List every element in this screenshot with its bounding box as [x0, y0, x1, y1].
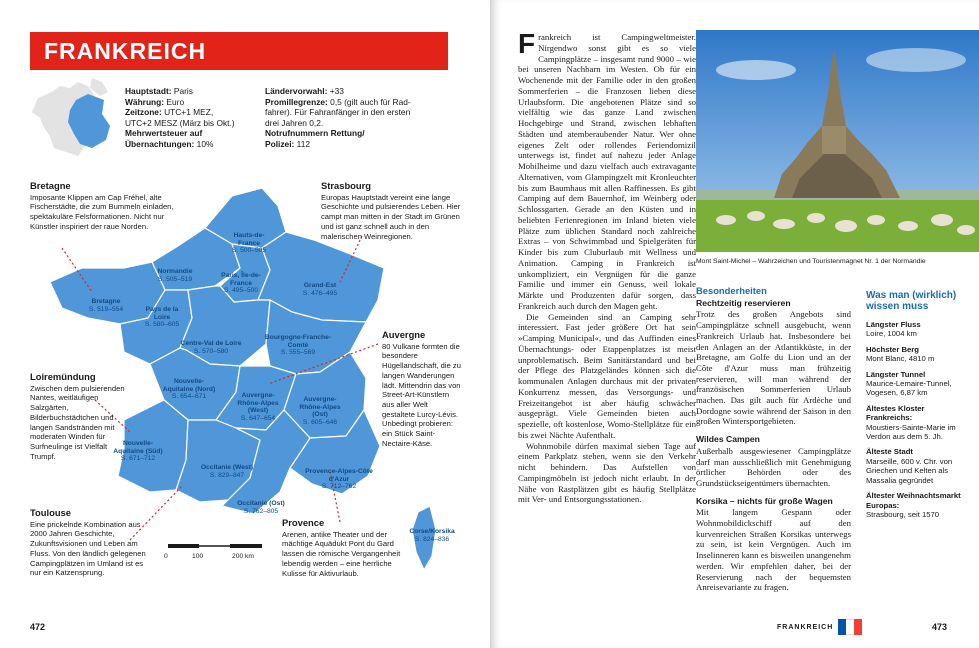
footer-country: FRANKREICH [777, 624, 834, 631]
fact-row: Übernachtungen: 10% [125, 138, 214, 149]
section-title: Besonderheiten [696, 285, 767, 296]
callout-loiremuendung: Loiremündung Zwischen dem pulsierenden Nantes, weitläufigen Salzgärten, Bilderbuchstädtchen und langen Sandstränden mit moderaten Winden für Surfneulinge ist Vielfalt Trumpf. [30, 371, 125, 461]
article-paragraph: Frankreich ist Campingweltmeister. Nirgendwo sonst gibt es so viele Campingplätze – insgesamt rund 9000 – wie bei unseren Nachbarn im Westen. Ob für ein Wochenende mit der Familie oder in den großen Sommerferien – die Franzosen lieben diese Urlaubsform. Die angebotenen Plätze sind so vielfältig wie das ganze Land zwischen Hochgebirge und Strand, zwischen lebhaften Städten und atemberaubender Natur. Wer ohne eigenes Zelt oder rollendes Feriendomizil unterwegs ist, findet auf nahezu jeder Anlage Mobilheime und dazu vielfach auch extravagante Alternativen, vom Glampingzelt mit Kronleuchter bis zum Baumhaus mit allen Raffinessen. Es gibt Camping auf dem Bauernhof, im Weinberg oder Schlossgarten. Gerade an den Küsten und in beliebten Ferienregionen im Inland bieten viele Plätze zum üblichen Standard noch zahlreiche Extras – von Schwimmbad und Spielgeräten für Kinder bis zum Cluburlaub mit Wellness und Animation. Camping in Frankreich ist unkompliziert, ein Vergnügen für die ganze Familie und immer ein Genuss, weil lokale Märkte und Produzenten dafür sorgen, dass Frankreich auch durch den Magen geht. [518, 28, 696, 311]
country-banner: FRANKREICH [30, 32, 448, 70]
callout-auvergne: Auvergne 80 Vulkane formten die besondere Hügellandschaft, die zu langen Wanderungen lädt. Mittendrin das von Street-Art-Künstlern aus aller Welt gestaltete Lurcy-Lévis. Unbedingt probieren: ein Stück Saint-Nectaire-Käse. [382, 329, 461, 448]
scale-label: 100 [192, 553, 204, 560]
region-label: Bourgogne-Franche-Comté S. 555–569 [264, 334, 332, 357]
fact-row: Zeitzone: UTC+1 MEZ, [125, 107, 214, 118]
region-label: Auvergne-Rhône-Alpes (West) S. 647–654 [237, 392, 279, 422]
fact-row: fahrer). Für Fahranfänger in den ersten [265, 107, 411, 118]
page-number: 473 [932, 622, 948, 632]
region-label: Provence-Alpes-Côte d'Azur S. 712–762 [305, 468, 373, 491]
subsection-text: Außerhalb ausgewiesener Campingplätze darf man ausschließlich mit Genehmigung örtlicher Behörden oder des Grundstückseigentümers übernachten. [696, 445, 851, 488]
sidebar-title: Was man (wirklich) wissen muss [866, 290, 957, 312]
subsection-title: Rechtzeitig reservieren [696, 297, 791, 308]
callout-toulouse: Toulouse Eine prickelnde Kombination aus 2000 Jahren Geschichte, Zukunftsvisionen und Leben am Fluss. Von den ländlich gelegenen Campingplätzen im Umland ist es nur ein Katzensprung. [30, 507, 146, 578]
page-number: 472 [30, 622, 46, 632]
right-page [490, 0, 979, 648]
region-label: Occitanie (West) S. 829–847 [200, 464, 254, 479]
sidebar-item: Höchster Berg Mont Blanc, 4810 m [866, 344, 935, 364]
region-label: Nouvelle-Aquitaine (Nord) S. 654–671 [162, 378, 216, 401]
fact-row: drei Jahren 0,2. [265, 117, 324, 128]
region-label: Occitanie (Ost) S. 762–805 [237, 500, 285, 515]
sidebar-item: Längster Fluss Loire, 1004 km [866, 320, 921, 339]
region-label: Paris, Île-de-France S. 495–500 [221, 272, 261, 295]
region-label: Hauts-de-France S. 500–505 [231, 232, 267, 255]
region-label: Pays de la Loire S. 580–605 [144, 306, 180, 329]
subsection-text: Trotz des großen Angebots sind Campingplätze schnell ausgebucht, wenn Frankreich Urlaub hat. Insbesondere bei den Anlagen an der Atlantikküste, in der Bretagne, am Golfe du Lion und an der Côte d'Azur muss man frühzeitig reservieren, will man während der französischen Sommerferien Urlaub machen. Das gilt auch für Ardèche und Dordogne sowie während der Saison in den großen Wintersportgebieten. [696, 309, 851, 427]
dropcap: F [518, 28, 536, 59]
article-paragraph: Wohnmobile dürfen maximal sieben Tage auf einem Parkplatz stehen, wenn sie den Verkehr nicht behindern. Das Aufstellen von Campingmöbeln ist jedoch nicht erlaubt. In der Nähe von Rastplätzen gibt es häufig Stellplätze mit Ver- und Entsorgungsstationen. [518, 440, 696, 505]
sidebar-item: Ältestes Kloster Frankreichs: Moustiers-Sainte-Marie im Verdon aus dem 5. Jh. [866, 403, 956, 442]
callout-bretagne: Bretagne Imposante Klippen am Cap Fréhel, alte Fischerstädte, die zum Bummeln einladen, spektakuläre Felsformationen. Nicht nur Künstler inspiriert der raue Norden. [30, 180, 174, 231]
sidebar-item: Älteste Stadt Marseille, 600 v. Chr. von Griechen und Kelten als Massalia gegründet [866, 447, 953, 485]
callout-strasbourg: Strasbourg Europas Hauptstadt vereint eine lange Geschichte und pulsierendes Leben. Hier campt man mitten in der Stadt im Grünen und ist ganz schnell auch in den malerischen Weinregionen. [321, 180, 461, 241]
region-label: Corse/Korsika S. 824–836 [409, 528, 455, 543]
region-label: Nouvelle-Aquitaine (Süd) S. 671–712 [113, 440, 163, 463]
region-label: Normandie S. 505–519 [157, 268, 193, 283]
sidebar-item: Längster Tunnel Maurice-Lemaire-Tunnel, Vogesen, 6,87 km [866, 369, 952, 398]
scale-label: 200 km [232, 553, 254, 560]
facts-sidebar [866, 290, 961, 525]
fact-row: UTC+2 MESZ (März bis Okt.) [125, 117, 235, 128]
main-article [518, 28, 696, 505]
subsection-title: Wildes Campen [696, 434, 760, 445]
region-label: Bretagne S. 519–554 [88, 298, 124, 313]
fact-row: Promillegrenze: 0,5 (gilt auch für Rad- [265, 96, 411, 107]
french-flag-icon [838, 619, 862, 635]
fact-row: Polizei: 112 [265, 138, 311, 149]
photo-caption: Mont Saint-Michel – Wahrzeichen und Touristenmagnet Nr. 1 der Normandie [696, 258, 926, 265]
fact-row: Ländervorwahl: +33 [265, 86, 344, 96]
subsection-title: Korsika – nichts für große Wagen [696, 495, 833, 506]
article-paragraph: Die Gemeinden sind an Camping sehr interessiert. Fast jeder größere Ort hat sein »Camping Municipal«, und das Auffinden eines Übernachtungs- oder Etappenplatzes ist meist unproblematisch. Beim Sanitärstandard und bei der Pflege des Platzgeländes können sich die kommunalen Anlagen durchaus mit der privaten Konkurrenz messen, das Versorgungs- und Freizeitangebot ist aber häufig schwächer ausgeprägt. Viele Gemeinden bieten auch spezielle, oft kostenlose, Womo-Stellplätze für ein bis zwei Nächte Aufenthalt. [518, 311, 696, 440]
fact-row: Notrufnummern Rettung/ [265, 128, 365, 139]
sidebar-item: Ältester Weihnachtsmarkt Europas: Strasbourg, seit 1570 [866, 491, 961, 519]
fact-row: Mehrwertsteuer auf [125, 128, 203, 139]
callout-provence: Provence Arenen, antike Theater und der mächtige Aquädukt Pont du Gard lassen die römische Vergangenheit lebendig werden – eine herrliche Kulisse für Aktivurlaub. [282, 517, 401, 578]
fact-row: Hauptstadt: Paris [125, 86, 193, 96]
fact-row: Währung: Euro [125, 96, 185, 107]
region-label: Auvergne-Rhône-Alpes (Ost) S. 605–646 [299, 396, 341, 426]
scale-label: 0 [164, 553, 168, 560]
mont-saint-michel-photo [696, 30, 979, 252]
region-label: Grand-Est S. 476–495 [302, 282, 338, 297]
subsection-text: Mit langem Gespann oder Wohnmobildickschiff auf den kurvenreichen Straßen Korsikas unterwegs zu sein, ist kein Vergnügen. Auch im Inselinneren kann es bisweilen unangenehm werden. Wir empfehlen daher, bei der Reservierung nach der bequemsten Anreisevariante zu fragen. [696, 507, 851, 593]
region-label: Centre-Val de Loire S. 570–580 [180, 340, 242, 355]
besonderheiten-section [696, 286, 851, 593]
